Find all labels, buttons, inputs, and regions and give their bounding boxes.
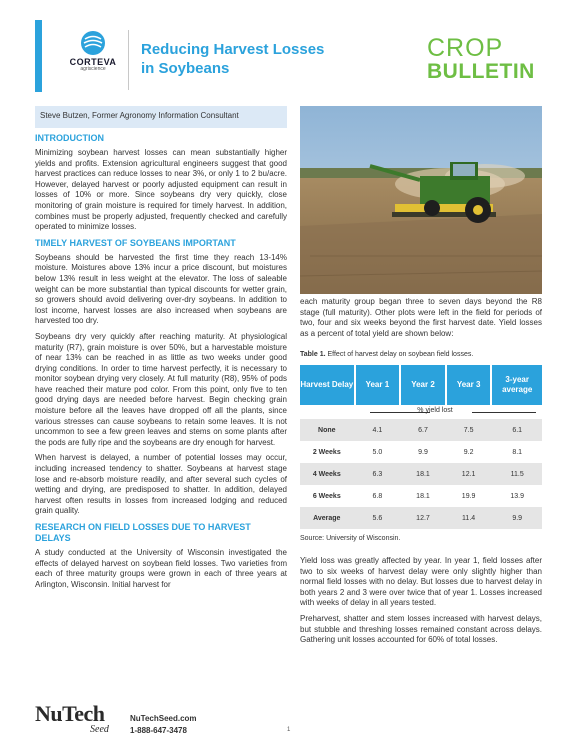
cell: 6.1 [512,426,523,434]
table-caption-label: Table 1. [300,351,326,358]
header-year-2: Year 2 [401,365,445,405]
corteva-logo [62,30,124,72]
header-harvest-delay: Harvest Delay [300,365,354,405]
cell: 9.9 [418,448,428,456]
cell: 12.7 [416,514,430,522]
cell: 19.9 [461,492,476,500]
right-paragraph-3: Preharvest, shatter and stem losses increased with harvest delays, but stubble and threshing losses remained constant across delays. Gathering unit losses accounted for 60% of total losses. [300,613,542,645]
brand-sub: agriscience [80,66,106,72]
page-number: 1 [287,727,291,733]
table-row [300,507,542,529]
table-row [300,463,542,485]
cell: 7.5 [463,426,474,434]
unit-label: % yield lost [417,407,453,414]
timely-harvest-heading: TIMELY HARVEST OF SOYBEANS IMPORTANT [35,237,236,248]
table-header-row [300,365,542,405]
title-line-2: in Soybeans [141,60,230,77]
right-column-top [300,297,542,344]
research-heading: RESEARCH ON FIELD LOSSES DUE TO HARVEST DELAYS [35,522,251,543]
right-paragraph-2: Yield loss was greatly affected by year. In year 1, field losses after two to six weeks of harvest delay were only slightly higher than normal field losses with no delay. But losses due to harvest delay in both years 2 and 3 were over twice that of year 1. Losses increased with weeks of delay in all years tested. [300,556,542,608]
table-row [300,441,542,463]
row-label: 6 Weeks [312,492,341,500]
footer-website[interactable]: NuTechSeed.com [130,714,197,723]
document-title [141,40,371,78]
table-caption-text: Effect of harvest delay on soybean field losses. [325,351,474,358]
research-paragraph: A study conducted at the University of Wisconsin investigated the effects of delayed harvest on soybean field losses. Two varieties from each of three maturity groups were grown in each of three years at Arlington, Wisconsin. Initial harvest for [35,548,287,589]
cell: 9.2 [463,448,474,456]
bulletin-label: BULLETIN [427,60,535,83]
cell: 12.1 [461,470,476,478]
nutech-logo [35,703,109,735]
header-3-year-average: 3-year average [492,365,542,405]
table-source: Source: University of Wisconsin. [300,535,401,542]
timely-paragraph-2: Soybeans dry very quickly after reaching maturity. At physiological maturity (R7), grain moisture is over 50%, but a harvestable moisture of near 13% can be reached in as little as two weeks under good drying conditions. In order to time harvest perfectly, it is necessary to monitor soybean drying very closely. At full maturity (R8), 95% of pods have reached their mature pod color. From this point, only five to ten good drying days are needed before harvest. Begin checking grain moisture before all the leaves have dropped off all the plants, since various stresses can cause soybeans to retain some leaves. It is not uncommon to see a few green leaves and stems on some plants after the pods are fully ripe and the soybeans are dry enough for harvest. [35,331,287,447]
accent-bar [35,20,42,92]
header-year-3: Year 3 [447,365,491,405]
row-label: None [318,426,336,434]
harvest-field-image [300,106,542,294]
cell: 5.6 [372,514,383,522]
cell: 18.1 [416,492,430,500]
footer-phone: 1-888-647-3478 [130,726,187,735]
cell: 11.4 [462,514,476,522]
cell: 8.1 [512,448,523,456]
row-label: Average [313,514,341,522]
left-column [35,133,287,595]
timely-paragraph-1: Soybeans should be harvested the first time they reach 13-14% moisture. Moistures above 13% incur a price discount, but moistures below 13% result in less weight at the elevator. The loss of saleable weight can be more substantial than typical discounts for wetter grain, so growers should avoid delivering over-dry soybeans. In addition to lost income, harvest losses are also increased when soybeans are harvested too dry. [35,252,287,326]
row-label: 4 Weeks [312,470,341,478]
cell: 6.7 [418,426,428,434]
header-divider [128,30,129,90]
title-line-1: Reducing Harvest Losses [141,41,325,58]
right-column-bottom [300,556,542,651]
intro-paragraph: Minimizing soybean harvest losses can mean substantially higher yields and profits. Extension agricultural engineers suggest that good harvest practices can reduce losses to near 3%, or only 1 to 2 bu/acre. However, delayed harvest or poorly adjusted equipment can result in losses of 10% or more. Since soybeans dry very quickly, close monitoring of grain moisture is required for timely harvest. In addition, combines must be properly adjusted, frequently checked and carefully operated to minimize losses. [35,148,287,232]
table-row [300,419,542,441]
table-caption [300,351,542,358]
cell: 5.0 [372,448,383,456]
cell: 18.1 [416,470,430,478]
cell: 9.9 [512,514,523,522]
combine-harvester-photo [300,106,542,294]
table-row [300,485,542,507]
author-line: Steve Butzen, Former Agronomy Information Consultant [40,111,239,120]
cell: 13.9 [510,492,525,500]
unit-row [300,405,542,419]
cell: 4.1 [372,426,383,434]
row-label: 2 Weeks [312,448,341,456]
header-year-1: Year 1 [356,365,400,405]
harvest-delay-table [300,365,542,542]
cell: 11.5 [510,470,524,478]
cell: 6.3 [372,470,383,478]
nutech-logo-seed: Seed [90,724,109,735]
cell: 6.8 [372,492,383,500]
nutech-logo-text: NuTech [35,701,105,726]
intro-heading: INTRODUCTION [35,133,104,143]
right-paragraph-1: each maturity group began three to seven days beyond the R8 stage (full maturity). Other plots were left in the field for periods of two, four and six weeks beyond the first harvest date. Yield losses as a percent of total yield are shown below: [300,297,542,338]
crop-label: CROP [427,34,504,62]
timely-paragraph-3: When harvest is delayed, a number of potential losses may occur, including increased tendency to shatter. Soybeans at harvest stage lose and re-absorb moisture readily, and after several such cycles of wetting and drying, are predisposed to shatter. In addition, delayed harvest often results in losses from increased lodging and reduced grain quality. [35,453,287,516]
brand-name: CORTEVA [69,57,117,67]
corteva-emblem-icon [80,30,106,56]
